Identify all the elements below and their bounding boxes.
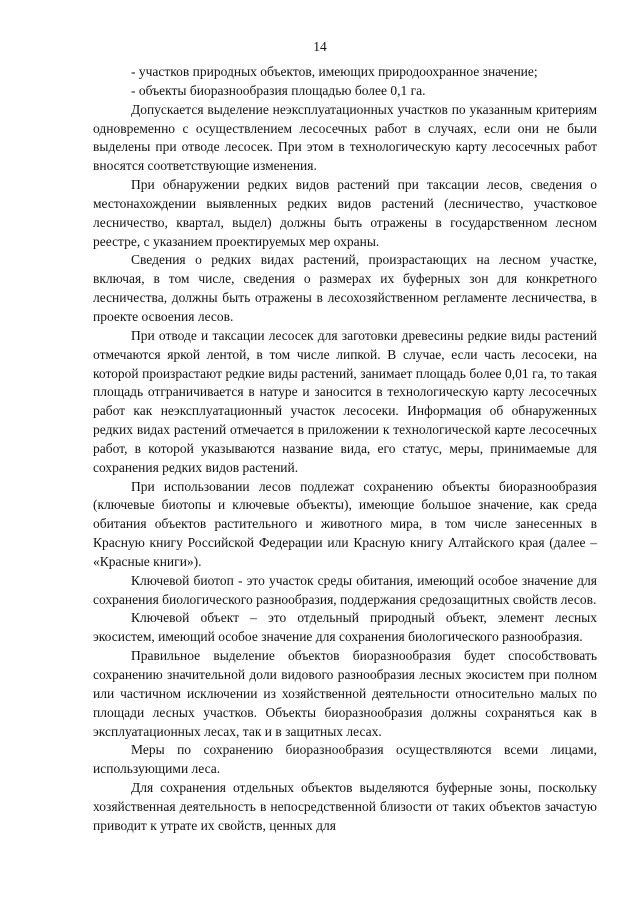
document-body <box>93 63 597 836</box>
page-number: 14 <box>313 39 327 54</box>
paragraph-buffer-zones: Для сохранения отдельных объектов выделяются буферные зоны, поскольку хозяйственная деятельность в непосредственной близости от таких объектов зачастую приводит к утрате их свойств, ценных для <box>93 780 597 833</box>
list-item-biodiversity-objects: - объекты биоразнообразия площадью более 0,1 га. <box>131 82 426 98</box>
list-item-natural-objects: - участков природных объектов, имеющих природоохранное значение; <box>131 64 538 79</box>
paragraph-key-biotope-definition: Ключевой биотоп - это участок среды обитания, имеющий особое значение для сохранения биологического разнообразия, поддержания средозащитных свойств лесов. <box>93 572 597 607</box>
paragraph-non-exploitation-areas: Допускается выделение неэксплуатационных участков по указанным критериям одновременно с осуществлением лесосечных работ в случаях, если они не были выделены при отводе лесосек. При этом в технологическую карту лесосечных работ вносятся соответствующие изменения. <box>93 101 597 174</box>
paragraph-rare-plants-discovery: При обнаружении редких видов растений при таксации лесов, сведения о местонахождении выявленных редких видов растений (лесничество, участковое лесничество, квартал, выдел) должны быть отражены в государственном лесном реестре, с указанием проектируемых мер охраны. <box>93 177 597 249</box>
paragraph-key-object-definition: Ключевой объект – это отдельный природный объект, элемент лесных экосистем, имеющий особое значение для сохранения биологического разнообразия. <box>93 610 597 645</box>
paragraph-cutting-area-marking: При отводе и таксации лесосек для заготовки древесины редкие виды растений отмечаются яркой лентой, в том числе липкой. В случае, если часть лесосеки, на которой произрастают редкие виды растений, занимает площадь более 0,01 га, то такая площадь отграничивается в натуре и заносится в технологическую карту лесосечных работ как неэксплуатационный участок лесосеки. Информация об обнаруженных редких видах растений отмечается в приложении к технологической карте лесосечных работ, в которой указываются название вида, его статус, меры, принимаемые для сохранения редких видов растений. <box>93 327 597 475</box>
paragraph-proper-selection: Правильное выделение объектов биоразнообразия будет способствовать сохранению значительной доли видового разнообразия лесных экосистем при полном или частичном исключении из хозяйственной деятельности относительно малых по площади лесных участков. Объекты биоразнообразия должны сохраняться как в эксплуатационных лесах, так и в защитных лесах. <box>93 648 597 739</box>
paragraph-rare-plants-info: Сведения о редких видах растений, произрастающих на лесном участке, включая, в том числе, сведения о размерах их буферных зон для конкретного лесничества, должны быть отражены в лесохозяйственном регламенте лесничества, в проекте освоения лесов. <box>93 252 597 324</box>
paragraph-measures: Меры по сохранению биоразнообразия осуществляются всеми лицами, использующими леса. <box>93 742 597 777</box>
paragraph-biodiversity-preservation: При использовании лесов подлежат сохранению объекты биоразнообразия (ключевые биотопы и ключевые объекты), имеющие большое значение, как среда обитания объектов растительного и животного мира, в том числе занесенных в Красную книгу Российской Федерации или Красную книгу Алтайского края (далее – «Красные книги»). <box>93 478 597 569</box>
